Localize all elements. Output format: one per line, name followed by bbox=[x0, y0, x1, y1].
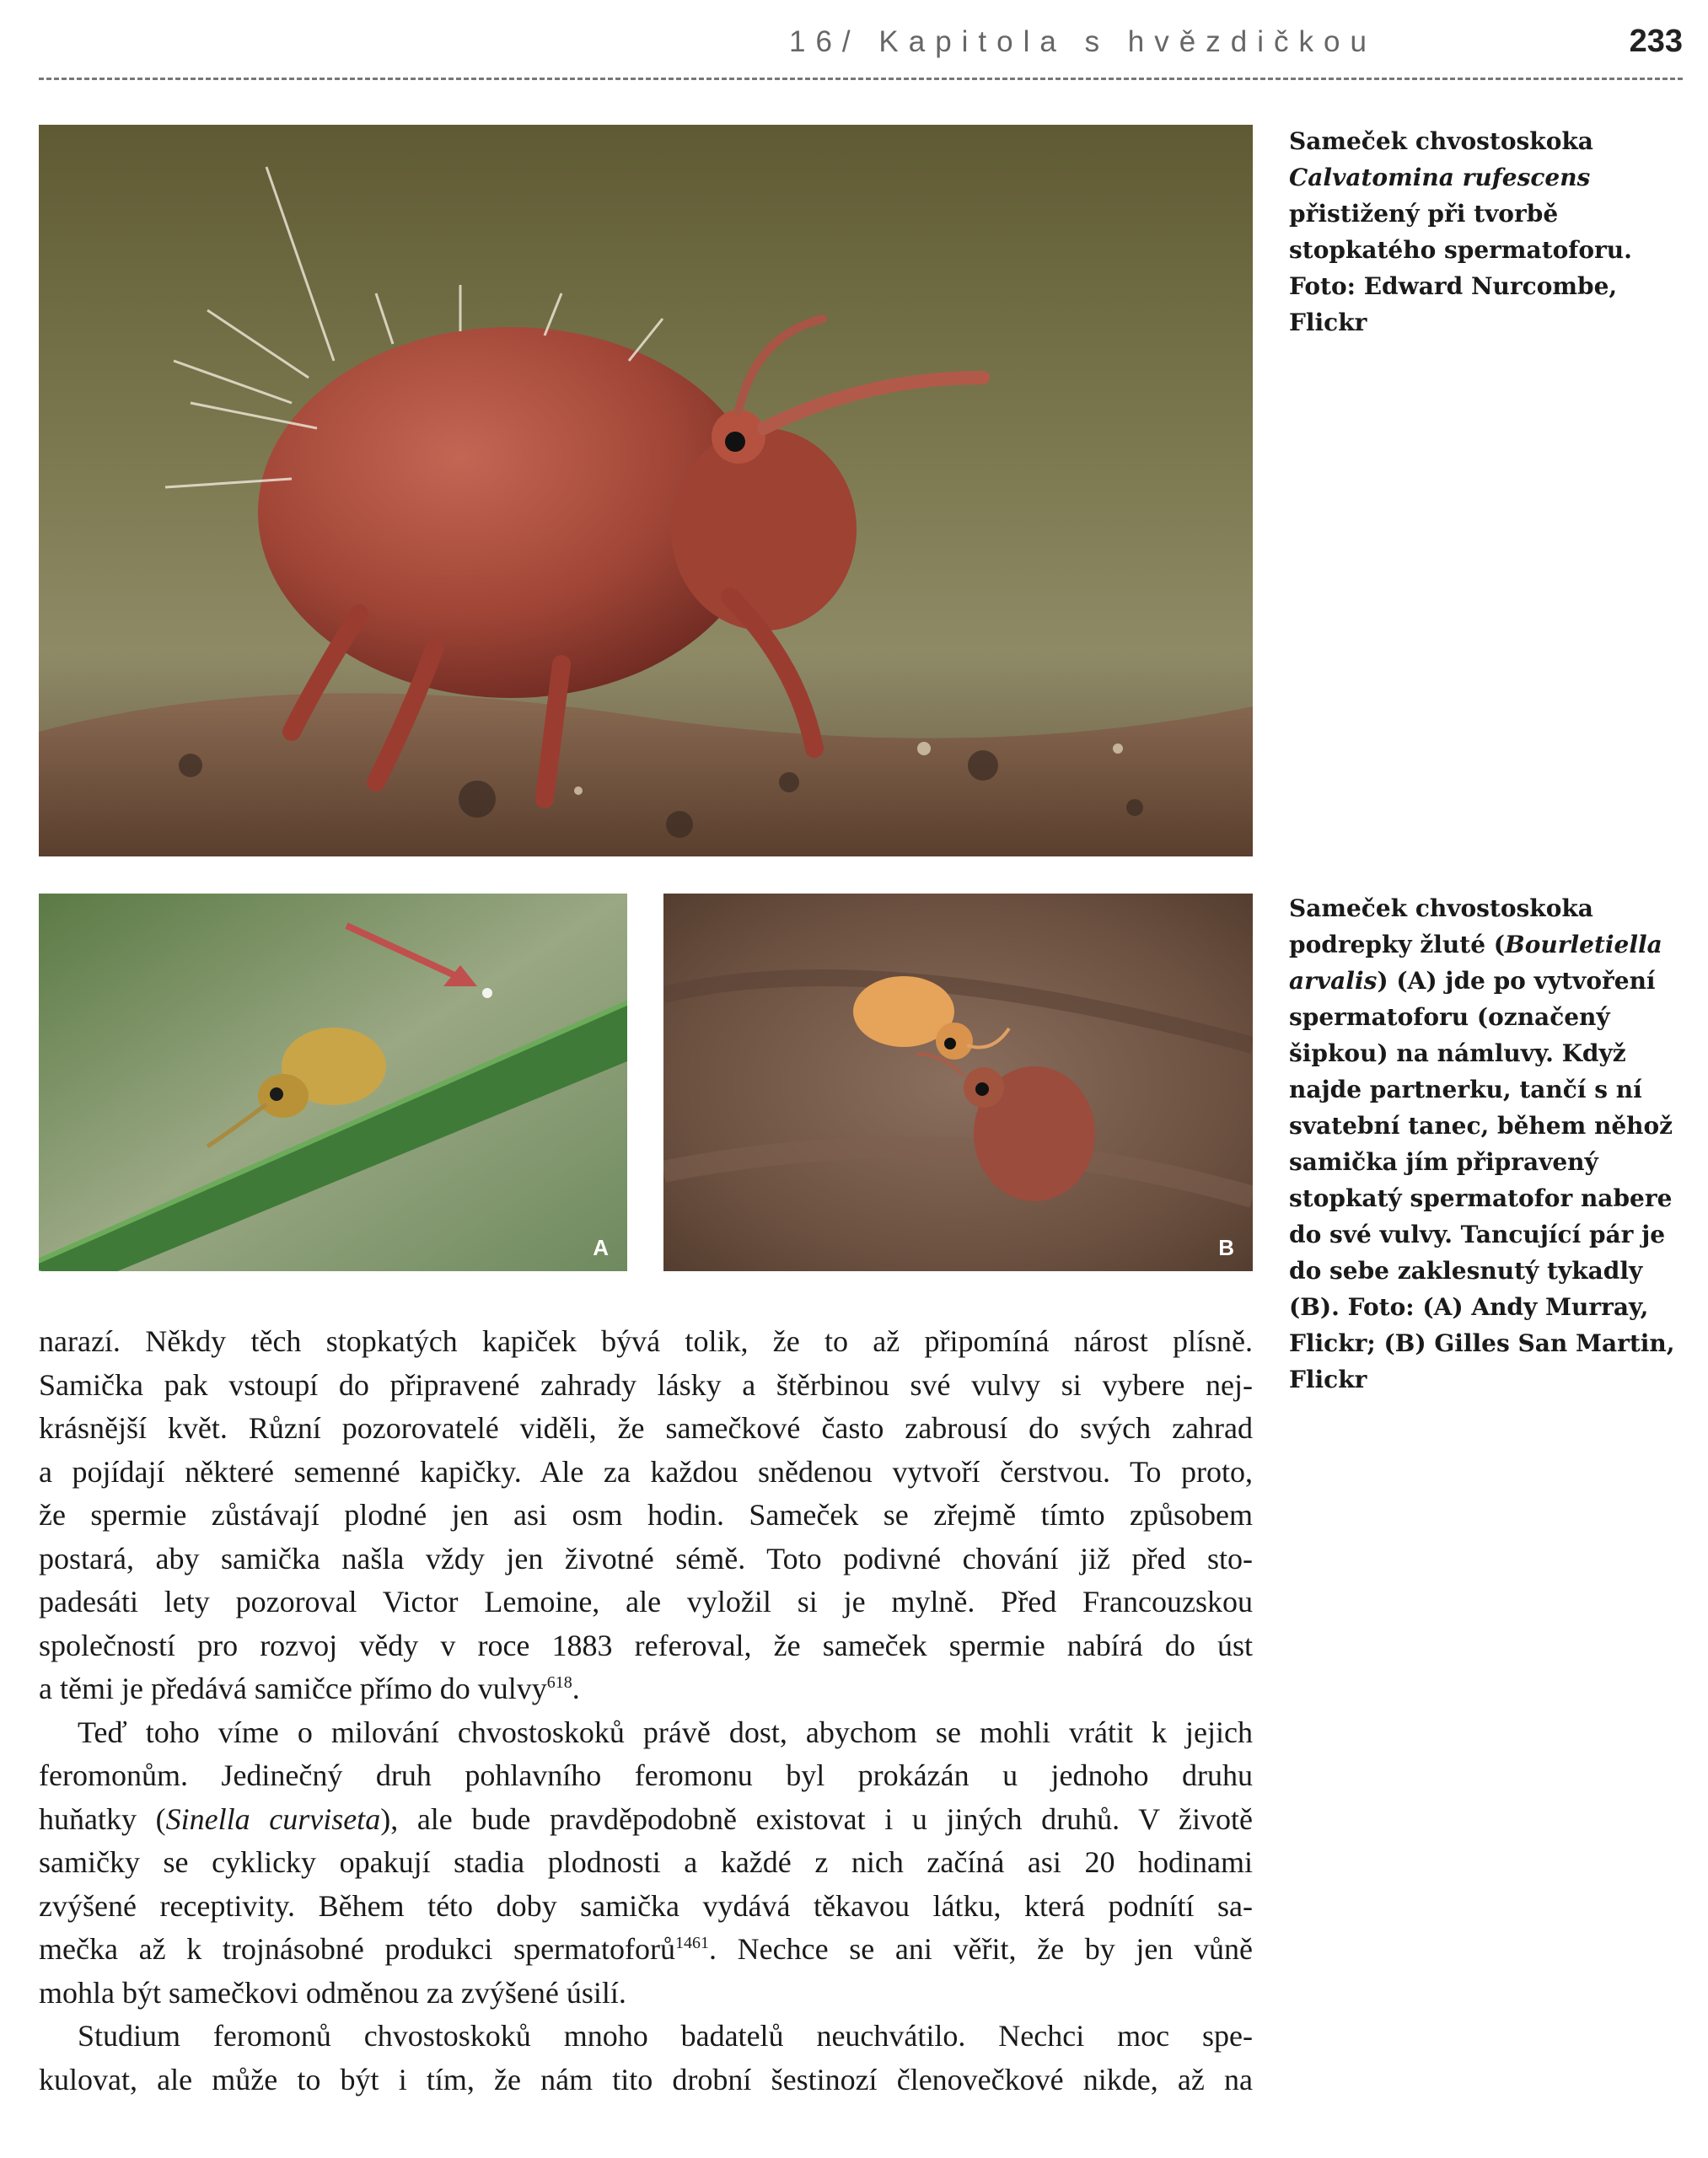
species-name: Sinella curviseta bbox=[165, 1801, 381, 1836]
caption-1-species: Calvatomina rufescens bbox=[1289, 164, 1591, 191]
dancing-springtails-illustration bbox=[663, 894, 1253, 1271]
body-text bbox=[39, 1320, 1253, 2102]
caption-2-text-cont: ) (A) jde po vytvoření spermatoforu (označený šipkou) na námluvy. Když najde partnerku, tančí s ní svatební tanec, během něhož samička jím připravený stopkatý spermatofor nabere do své vulvy. Tancující pár je do sebe zaklesnutý tykadly (B). Foto: (A) Andy Murray, Flickr; (B) Gilles San Martin, Flickr bbox=[1289, 967, 1675, 1393]
body-fragment: . Nechce se ani věřit, že by jen vůně bbox=[709, 1932, 1253, 1966]
body-line bbox=[39, 1928, 1253, 1972]
reference-618: 618 bbox=[546, 1673, 572, 1692]
running-head bbox=[39, 25, 1683, 84]
body-line: Samička pak vstoupí do připravené zahrady lásky a štěrbinou své vulvy si vybere nej- bbox=[39, 1367, 1253, 1402]
body-line bbox=[39, 1798, 1253, 1842]
body-fragment: huňatky ( bbox=[39, 1801, 166, 1836]
photo-springtail-calvatomina bbox=[39, 125, 1253, 856]
body-line: postará, aby samička našla vždy jen životné sémě. Toto podivné chování již před sto- bbox=[39, 1541, 1253, 1576]
caption-1-text-cont: přistižený při tvorbě stopkatého spermatoforu. Foto: Edward Nurcombe, Flickr bbox=[1289, 200, 1632, 336]
body-line: Studium feromonů chvostoskoků mnoho badatelů neuchvátilo. Nechci moc spe- bbox=[78, 2019, 1253, 2053]
body-line: narazí. Někdy těch stopkatých kapiček bývá tolik, že to až připomíná nárost plísně. bbox=[39, 1324, 1253, 1358]
body-line bbox=[39, 1667, 1253, 1711]
caption-main-photo bbox=[1289, 123, 1685, 341]
body-line: kulovat, ale může to být i tím, že nám tito drobní šestinozí členovečkové nikde, až na bbox=[39, 2062, 1253, 2096]
body-line: mohla být samečkovi odměnou za zvýšené úsilí. bbox=[39, 1975, 626, 2010]
body-fragment: ), ale bude pravděpodobně existovat i u jiných druhů. V životě bbox=[380, 1801, 1254, 1836]
body-fragment: . bbox=[572, 1672, 580, 1705]
caption-2-species: Bourletiella arvalis bbox=[1289, 931, 1662, 995]
page-number: 233 bbox=[1629, 24, 1683, 59]
body-line: a pojídají některé semenné kapičky. Ale za každou snědenou vytvoří čerstvou. To proto, bbox=[39, 1454, 1253, 1489]
body-line: feromonům. Jedinečný druh pohlavního feromonu byl prokázán u jednoho druhu bbox=[39, 1758, 1253, 1792]
yellow-springtail-illustration bbox=[39, 894, 627, 1271]
body-line: krásnější květ. Různí pozorovatelé viděli, že samečkové často zabrousí do svých zahrad bbox=[39, 1411, 1253, 1445]
panel-label-a: A bbox=[593, 1235, 609, 1260]
photo-panel-a bbox=[39, 894, 627, 1271]
caption-panels bbox=[1289, 890, 1685, 1398]
body-line: společností pro rozvoj vědy v roce 1883 referoval, že sameček spermie nabírá do úst bbox=[39, 1628, 1253, 1662]
body-line: samičky se cyklicky opakují stadia plodnosti a každé z nich začíná asi 20 hodinami bbox=[39, 1845, 1253, 1879]
caption-2-text: Sameček chvostoskoka podrepky žluté ( bbox=[1289, 894, 1593, 958]
body-line: padesáti lety pozoroval Victor Lemoine, ale vyložil si je mylně. Před Francouzskou bbox=[39, 1585, 1253, 1618]
springtail-illustration bbox=[39, 125, 1253, 856]
body-line: zvýšené receptivity. Během této doby samička vydává těkavou látku, která podnítí sa- bbox=[39, 1888, 1253, 1923]
panel-label-b: B bbox=[1218, 1235, 1234, 1260]
header-rule bbox=[39, 78, 1683, 80]
photo-panel-b bbox=[663, 894, 1253, 1271]
body-fragment: mečka až k trojnásobné produkci spermatoforů bbox=[39, 1932, 676, 1966]
reference-1461: 1461 bbox=[675, 1934, 710, 1952]
body-line: že spermie zůstávají plodné jen asi osm hodin. Sameček se zřejmě tímto způsobem bbox=[39, 1498, 1253, 1532]
caption-1-text: Sameček chvostoskoka bbox=[1289, 127, 1593, 155]
body-line: Teď toho víme o milování chvostoskoků právě dost, abychom se mohli vrátit k jejich bbox=[78, 1715, 1253, 1749]
chapter-title: 16/ Kapitola s hvězdičkou bbox=[789, 25, 1377, 58]
body-fragment: a těmi je předává samičce přímo do vulvy bbox=[39, 1672, 547, 1705]
